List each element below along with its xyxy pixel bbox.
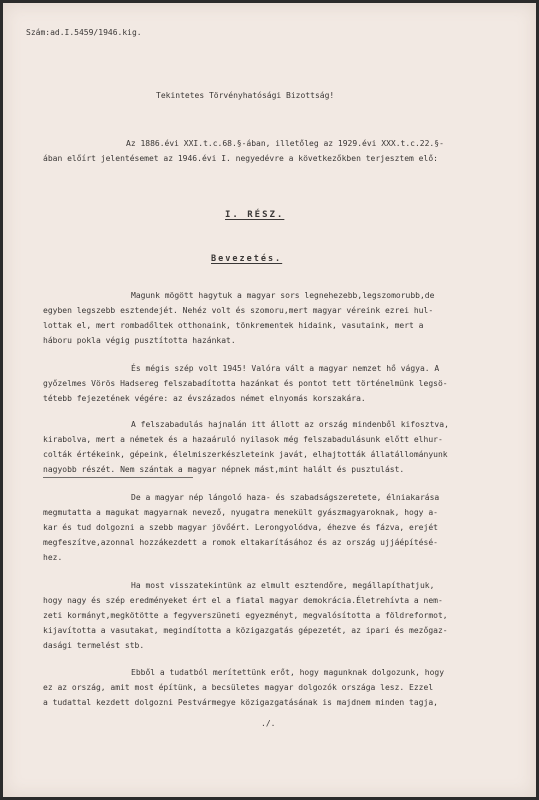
continuation-mark: ./. — [261, 719, 276, 728]
paragraph-line: ez az ország, amit most építünk, a becsületes magyar dolgozók országa lesz. Ezzel — [43, 683, 434, 692]
paragraph-line: lottak el, mert rombadőltek otthonaink, tönkrementek hidaink, vasutaink, mert a — [43, 321, 424, 330]
part-title: I. RÉSZ. — [225, 210, 285, 220]
paragraph-line: A felszabadulás hajnalán itt állott az ország mindenből kifosztva, — [131, 420, 449, 429]
paragraph-line: hez. — [43, 553, 63, 562]
section-title: Bevezetés. — [211, 254, 283, 264]
paragraph-line: És mégis szép volt 1945! Valóra vált a magyar nemzet hő vágya. A — [131, 364, 440, 373]
paragraph-line: megmutatta a magukat magyarnak nevező, nyugatra menekült gyászmagyaroknak, hogy a- — [43, 508, 438, 517]
reference-number: Szám:ad.I.5459/1946.kig. — [26, 28, 142, 37]
intro-line: ában előírt jelentésemet az 1946.évi I. negyedévre a következőkben terjesztem elő: — [43, 154, 438, 163]
paragraph-line: megfeszítve,azonnal hozzákezdett a romok eltakarításához és az ország ujjáépítésé- — [43, 538, 438, 547]
paragraph-line: Magunk mögött hagytuk a magyar sors legnehezebb,legszomorubb,de — [131, 291, 435, 300]
paragraph-line: kirabolva, mert a németek és a hazaáruló nyilasok még felszabadulásunk előtt elhur- — [43, 435, 443, 444]
paragraph-line: dasági termelést stb. — [43, 641, 145, 650]
paragraph-line: kijavította a vasutakat, megindította a közigazgatás gépezetét, az ipari és mezőgaz- — [43, 626, 448, 635]
paragraph-line: kar és tud dolgozni a szebb magyar jövőért. Lerongyolódva, éhezve és fázva, erejét — [43, 523, 438, 532]
salutation: Tekintetes Törvényhatósági Bizottság! — [156, 91, 335, 100]
paragraph-line: zeti kormányt,megkötötte a fegyverszüneti egyezményt, megvalósította a földreformot, — [43, 611, 448, 620]
paragraph-line: nagyobb részét. Nem szántak a magyar népnek mást,mint halált és pusztulást. — [43, 465, 405, 474]
intro-line: Az 1886.évi XXI.t.c.68.§-ában, illetőleg az 1929.évi XXX.t.c.22.§- — [126, 139, 444, 148]
paragraph-line: hogy nagy és szép eredményeket ért el a fiatal magyar demokrácia.Életrehívta a nem- — [43, 596, 443, 605]
paragraph-line: colták értékeink, gépeink, élelmiszerkészleteink javát, elhajtották állatállományunk — [43, 450, 448, 459]
document-page — [3, 3, 536, 797]
paragraph-line: Ha most visszatekintünk az elmult esztendőre, megállapíthatjuk, — [131, 581, 435, 590]
handwritten-underline — [43, 477, 193, 478]
paragraph-line: Ebből a tudatból merítettünk erőt, hogy magunknak dolgozunk, hogy — [131, 668, 445, 677]
paragraph-line: a tudattal kezdett dolgozni Pestvármegye közigazgatásának is majdnem minden tagja, — [43, 698, 438, 707]
paragraph-line: győzelmes Vörös Hadsereg felszabadította hazánkat és pontot tett történelmünk legsö- — [43, 379, 448, 388]
paragraph-line: háboru pokla végig pusztította hazánkat. — [43, 336, 236, 345]
paragraph-line: egyben legszebb esztendejét. Nehéz volt és szomoru,mert magyar véreink ezrei hul- — [43, 306, 434, 315]
paragraph-line: De a magyar nép lángoló haza- és szabadságszeretete, élniakarása — [131, 493, 440, 502]
paragraph-line: tétebb fejezetének végére: az évszázados német elnyomás korszakára. — [43, 394, 366, 403]
